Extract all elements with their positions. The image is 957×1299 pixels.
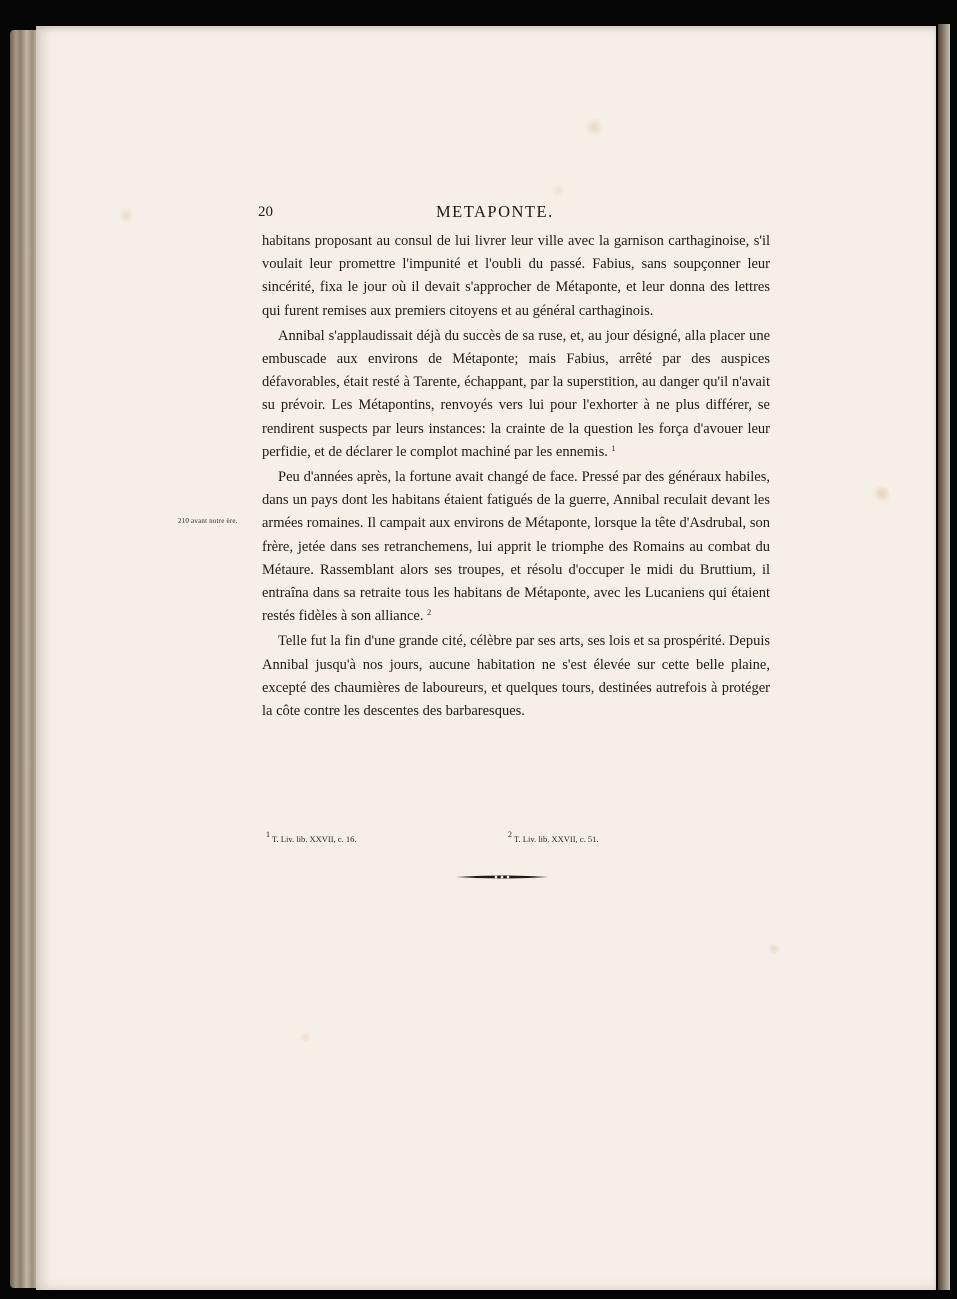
fleuron-ornament	[456, 872, 548, 882]
footnote	[508, 830, 599, 844]
margin-note: 210 avant notre ère.	[178, 517, 238, 525]
footnote-mark: 2	[508, 830, 512, 839]
footnote-text: T. Liv. lib. XXVII, c. 16.	[271, 834, 357, 844]
facing-page-edge	[938, 24, 950, 1290]
body-text	[262, 230, 770, 723]
footnote-mark: 1	[266, 830, 270, 839]
paragraph: Telle fut la fin d'une grande cité, célèbre par ses arts, ses lois et sa prospérité. Depuis Annibal jusqu'à nos jours, aucune habitation ne s'est élevée sur cette belle plaine, excepté des chaumières de laboureurs, et quelques tours, destinées autrefois à protéger la côte contre les descentes des barbaresques.	[262, 633, 770, 720]
page-header	[258, 204, 778, 228]
footnote	[266, 830, 357, 844]
footnote-text: T. Liv. lib. XXVII, c. 51.	[513, 834, 599, 844]
footnote-ref: 1	[611, 443, 616, 453]
running-title: METAPONTE.	[436, 202, 554, 221]
footnote-ref: 2	[427, 608, 432, 618]
page-number: 20	[258, 204, 273, 220]
paragraph: Peu d'années après, la fortune avait changé de face. Pressé par des généraux habiles, dans un pays dont les habitans étaient fatigués de la guerre, Annibal reculait devant les armées romaines. Il campait aux environs de Métaponte, lorsque la tête d'Asdrubal, son frère, jetée dans ses retranchemens, lui apprit le triomphe des Romains au combat du Métaure. Rassemblant alors ses troupes, et résolu d'occuper le midi du Bruttium, il entraîna dans sa retraite tous les habitans de Métaponte, avec les Lucaniens qui étaient restés fidèles à son alliance. $^2$	[262, 469, 770, 625]
paragraph: habitans proposant au consul de lui livrer leur ville avec la garnison carthaginoise, s'il voulait leur promettre l'impunité et l'oubli du passé. Fabius, sans soupçonner leur sincérité, fixa le jour où il devait s'approcher de Métaponte, et leur donna des lettres qui furent remises aux premiers citoyens et au général carthaginois.	[262, 233, 770, 319]
paragraph: Annibal s'applaudissait déjà du succès de sa ruse, et, au jour désigné, alla placer une embuscade aux environs de Métaponte; mais Fabius, arrêté par des auspices défavorables, était resté à Tarente, échappant, par la superstition, au danger qu'il n'avait su prévoir. Les Métapontins, renvoyés vers lui pour l'exhorter à ne plus différer, se rendirent suspects par leurs instances: la crainte de la question les força d'avouer leur perfidie, et de déclarer le complot machiné par les ennemis. $^1$	[262, 327, 770, 460]
